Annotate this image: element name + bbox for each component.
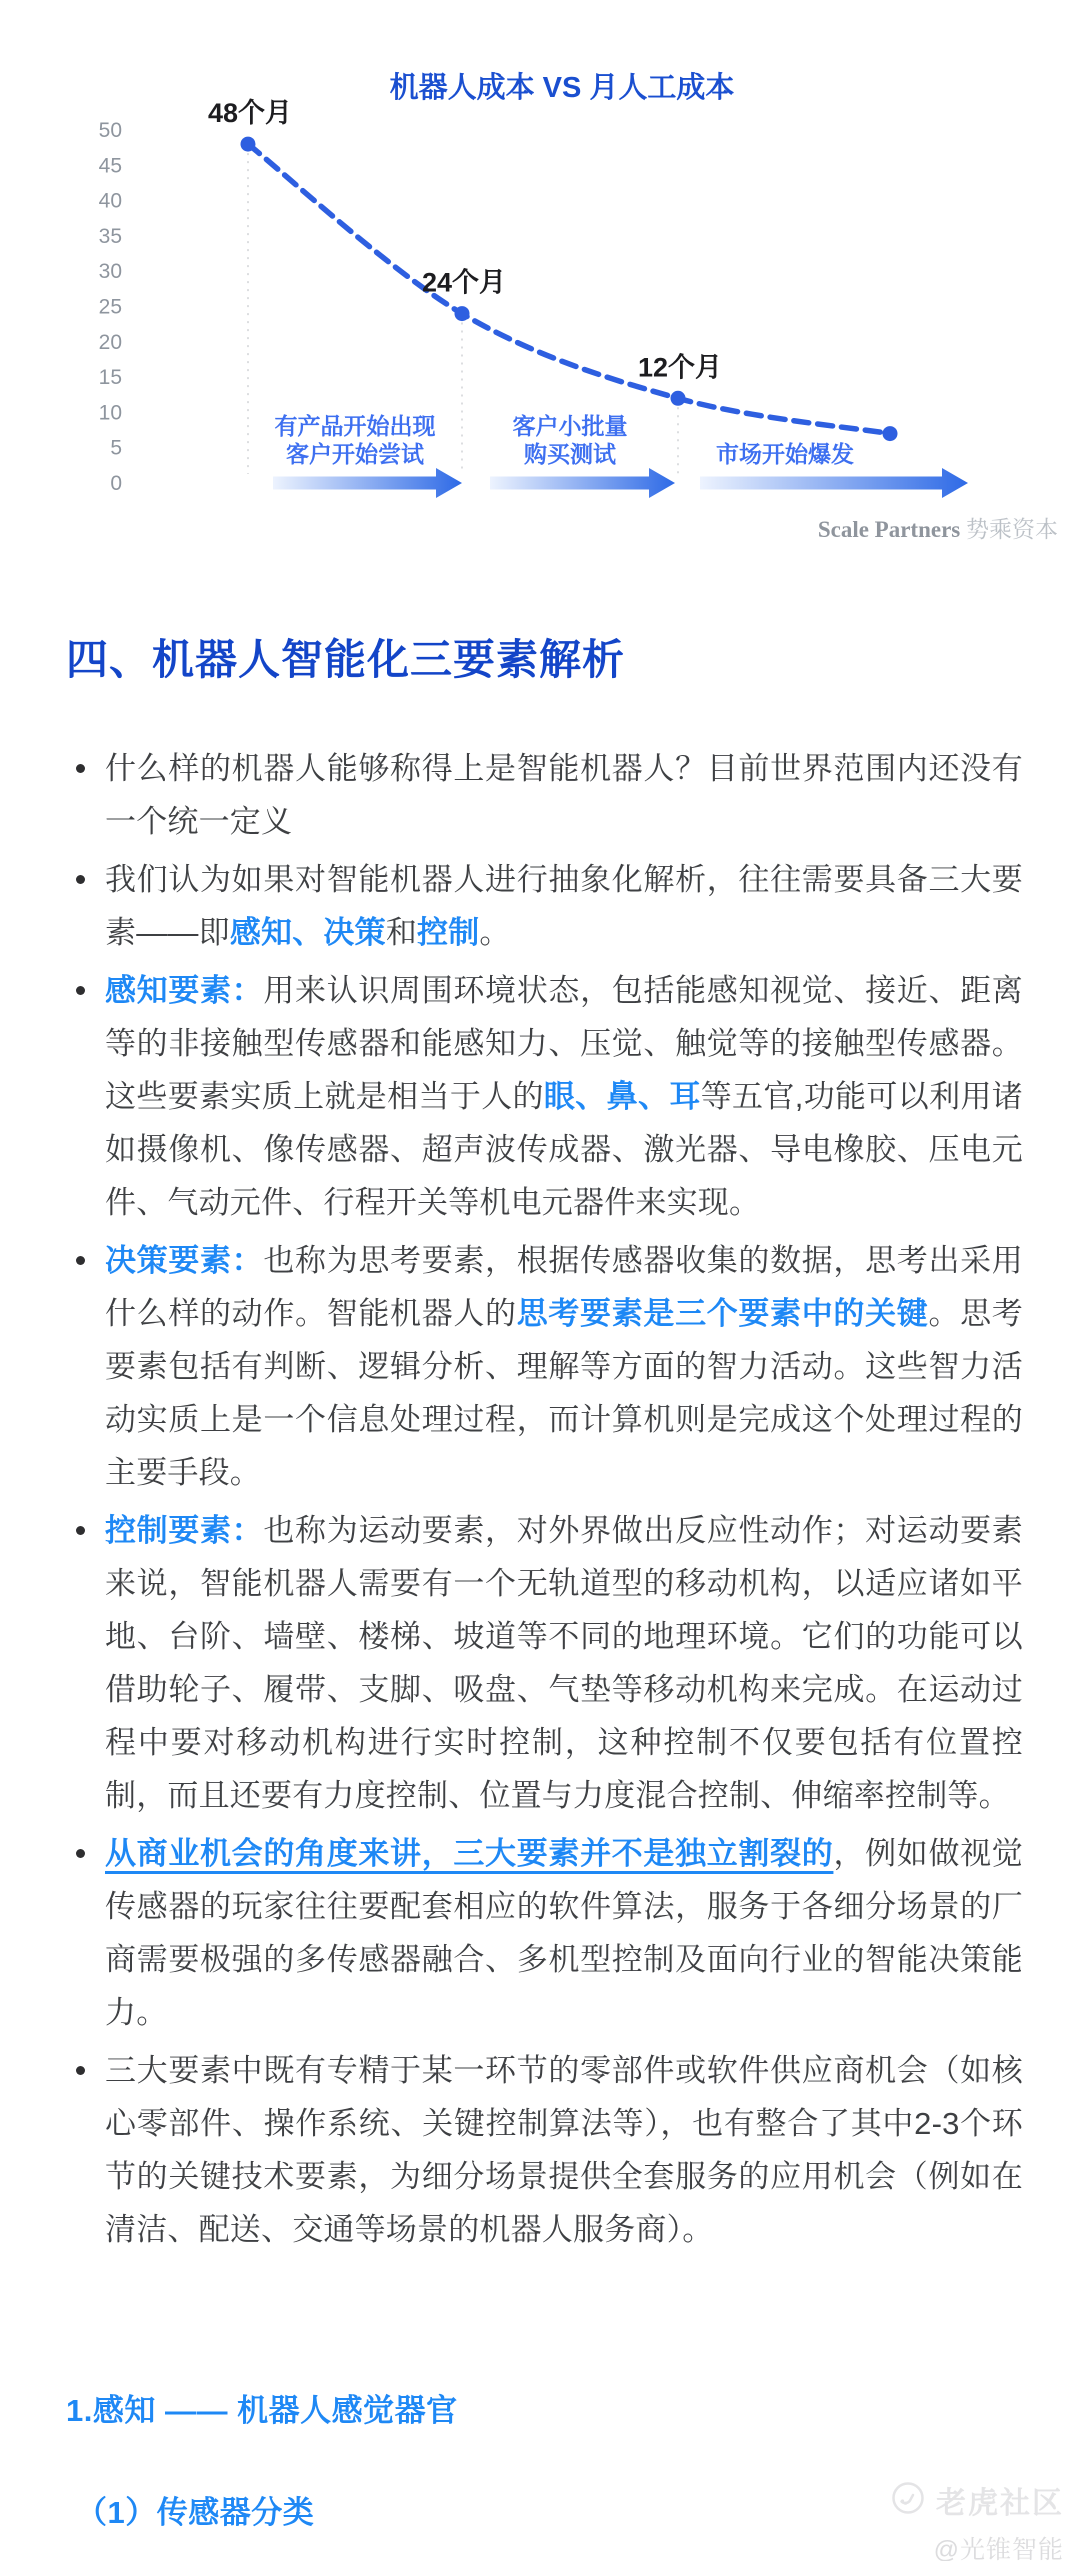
- bullet-item: 感知要素：用来认识周围环境状态，包括能感知视觉、接近、距离等的非接触型传感器和能感知力、压觉、触觉等的接触型传感器。这些要素实质上就是相当于人的眼、鼻、耳等五官,功能可以利用诸如摄像机、像传感器、超声波传成器、激光器、导电橡胶、压电元件、气动元件、行程开关等机电元器件来实现。: [48, 964, 1023, 1229]
- y-tick-label: 15: [98, 366, 122, 390]
- y-tick-label: 0: [110, 472, 122, 495]
- y-tick-label: 35: [98, 224, 122, 248]
- chart-source: Scale Partners 势乘资本: [817, 517, 1058, 542]
- highlighted-text: 控制: [417, 915, 480, 950]
- y-tick-label: 50: [98, 119, 122, 142]
- highlighted-text: 感知要素：: [105, 973, 264, 1008]
- stage-arrow: [700, 468, 968, 498]
- tiger-community-icon: [890, 2480, 926, 2521]
- watermark-handle-label: @光锥智能: [933, 2536, 1064, 2561]
- subsection-heading-perception: 1.感知 —— 机器人感觉器官: [66, 2393, 458, 2428]
- bullet-item: 什么样的机器人能够称得上是智能机器人？目前世界范围内还没有一个统一定义: [48, 742, 1023, 848]
- stage-arrow: [273, 468, 462, 498]
- robot-cost-vs-labor-chart: [0, 0, 1080, 560]
- bullet-item: 我们认为如果对智能机器人进行抽象化解析，往往需要具备三大要素——即感知、决策和控制。: [48, 853, 1023, 959]
- data-point: [671, 391, 686, 406]
- point-label: 24个月: [421, 267, 507, 298]
- y-tick-label: 30: [98, 260, 122, 284]
- chart-title: 机器人成本 VS 月人工成本: [389, 72, 735, 104]
- bullet-item: 控制要素：也称为运动要素，对外界做出反应性动作；对运动要素来说，智能机器人需要有一个无轨道型的移动机构，以适应诸如平地、台阶、墙壁、楼梯、坡道等不同的地理环境。它们的功能可以借助轮子、履带、支脚、吸盘、气垫等移动机构来完成。在运动过程中要对移动机构进行实时控制，这种控制不仅要包括有位置控制，而且还要有力度控制、位置与力度混合控制、伸缩率控制等。: [48, 1504, 1023, 1822]
- y-tick-label: 5: [110, 436, 122, 460]
- bullet-item: 三大要素中既有专精于某一环节的零部件或软件供应商机会（如核心零部件、操作系统、关键控制算法等），也有整合了其中2-3个环节的关键技术要素，为细分场景提供全套服务的应用机会（例如在清洁、配送、交通等场景的机器人服务商）。: [48, 2044, 1023, 2256]
- bullet-item: 从商业机会的角度来讲，三大要素并不是独立割裂的，例如做视觉传感器的玩家往往要配套相应的软件算法，服务于各细分场景的厂商需要极强的多传感器融合、多机型控制及面向行业的智能决策能力。: [48, 1827, 1023, 2039]
- watermark-community-label: 老虎社区: [936, 2487, 1064, 2520]
- y-tick-label: 10: [98, 401, 122, 425]
- data-point: [883, 426, 898, 441]
- point-label: 48个月: [207, 98, 293, 129]
- subsection-heading-sensor-classification: （1）传感器分类: [76, 2495, 315, 2530]
- y-tick-label: 25: [98, 295, 122, 319]
- stage-label: 市场开始爆发: [716, 441, 854, 467]
- watermark: [890, 2478, 1064, 2561]
- highlighted-text: 控制要素：: [105, 1513, 264, 1548]
- y-tick-label: 40: [98, 189, 122, 213]
- stage-label: 有产品开始出现: [274, 413, 436, 439]
- highlighted-text: 感知、决策: [229, 915, 386, 950]
- stage-label: 客户小批量: [512, 413, 628, 439]
- highlighted-text: 眼、鼻、耳: [543, 1079, 701, 1114]
- stage-label: 客户开始尝试: [286, 441, 424, 467]
- y-tick-label: 45: [98, 154, 122, 178]
- section-heading: 四、机器人智能化三要素解析: [66, 636, 626, 683]
- cost-curve: [248, 144, 890, 433]
- stage-arrow: [490, 468, 675, 498]
- highlighted-text: 从商业机会的角度来讲，三大要素并不是独立割裂的: [105, 1836, 834, 1871]
- highlighted-text: 思考要素是三个要素中的关键: [516, 1296, 929, 1331]
- point-label: 12个月: [637, 352, 723, 383]
- data-point: [241, 137, 256, 152]
- bullet-list: [48, 742, 1023, 2261]
- data-point: [455, 306, 470, 321]
- stage-label: 购买测试: [524, 441, 616, 467]
- y-tick-label: 20: [98, 330, 122, 354]
- highlighted-text: 决策要素：: [105, 1243, 264, 1278]
- bullet-item: 决策要素：也称为思考要素，根据传感器收集的数据，思考出采用什么样的动作。智能机器人的思考要素是三个要素中的关键。思考要素包括有判断、逻辑分析、理解等方面的智力活动。这些智力活动实质上是一个信息处理过程，而计算机则是完成这个处理过程的主要手段。: [48, 1234, 1023, 1499]
